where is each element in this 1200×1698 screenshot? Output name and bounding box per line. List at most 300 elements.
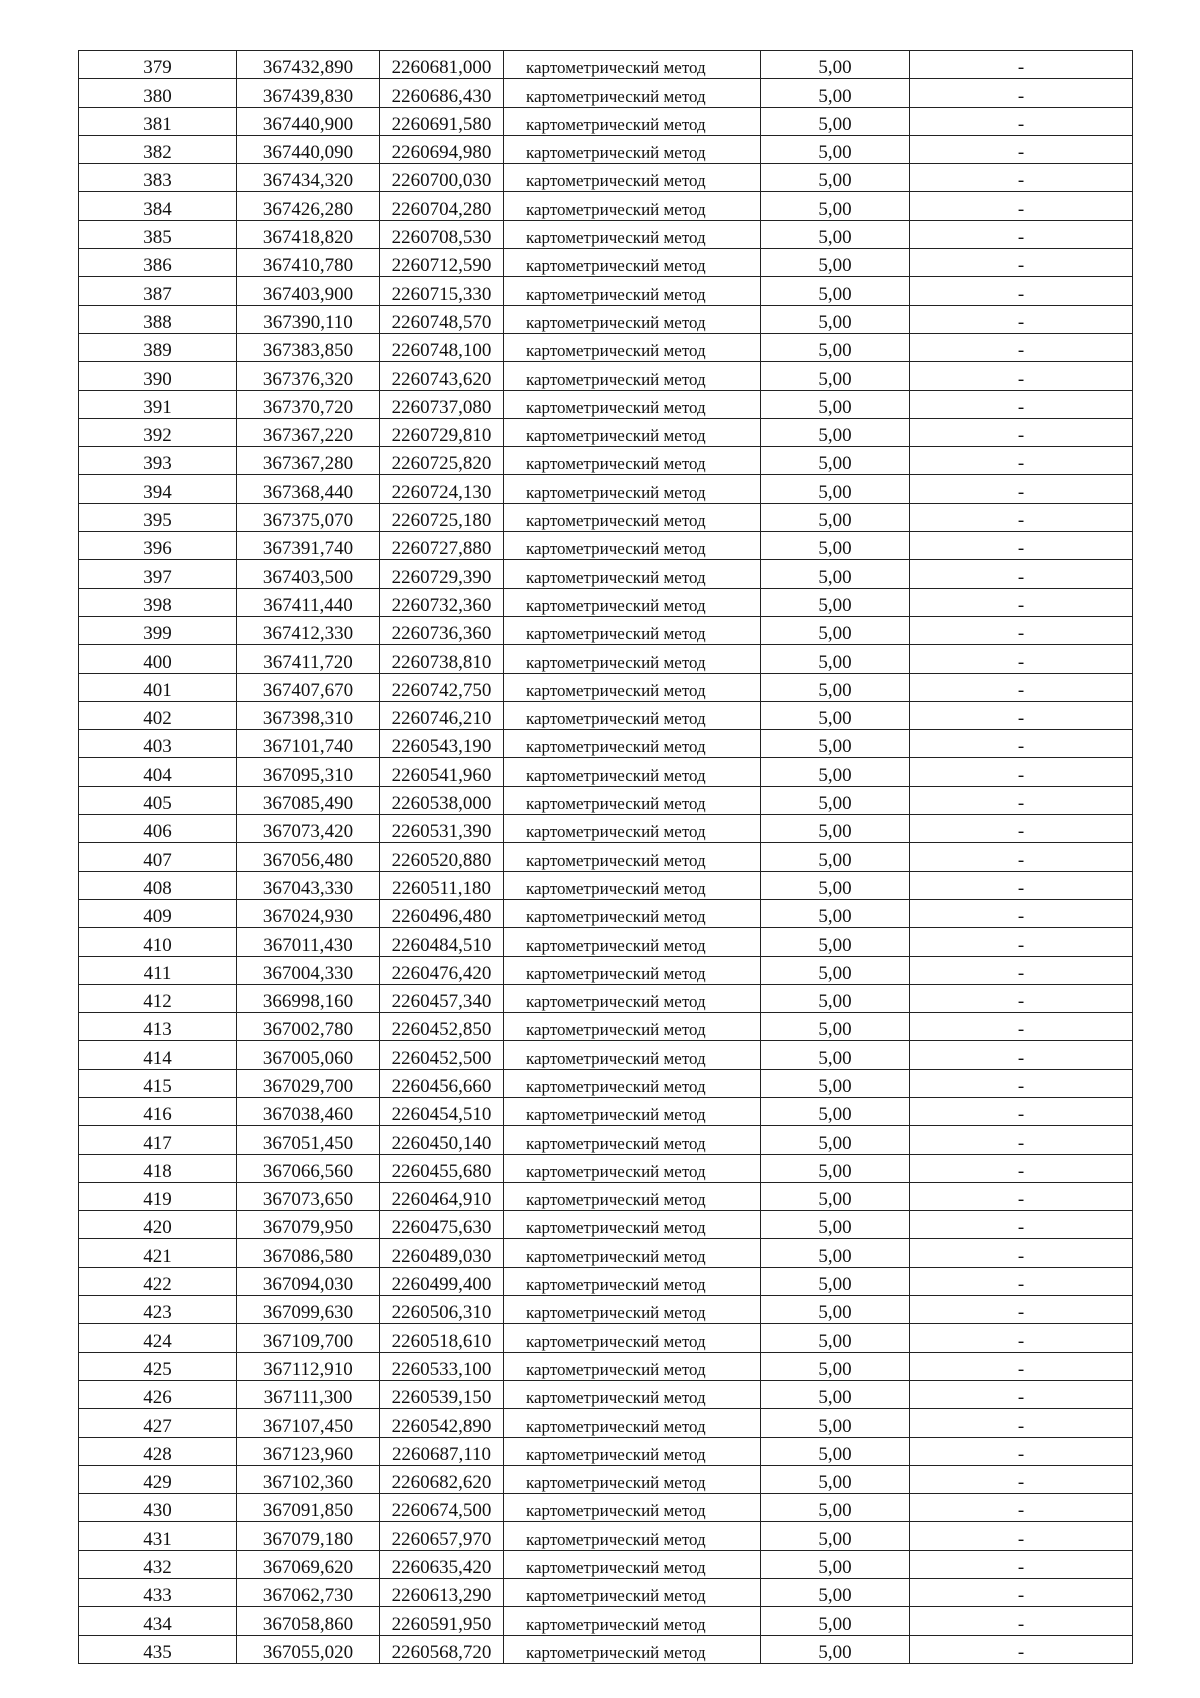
x-coordinate-cell: 367058,860 <box>237 1607 380 1635</box>
point-number-cell: 382 <box>79 135 237 163</box>
description-cell: - <box>910 786 1133 814</box>
table-row <box>79 305 1133 333</box>
table-row <box>79 107 1133 135</box>
description-cell: - <box>910 503 1133 531</box>
table-row <box>79 1465 1133 1493</box>
method-cell: картометрический метод <box>504 1550 761 1578</box>
description-cell: - <box>910 1239 1133 1267</box>
x-coordinate-cell: 367005,060 <box>237 1041 380 1069</box>
y-coordinate-cell: 2260542,890 <box>380 1409 504 1437</box>
x-coordinate-cell: 367107,450 <box>237 1409 380 1437</box>
y-coordinate-cell: 2260533,100 <box>380 1352 504 1380</box>
point-number-cell: 430 <box>79 1494 237 1522</box>
table-row <box>79 645 1133 673</box>
y-coordinate-cell: 2260704,280 <box>380 192 504 220</box>
y-coordinate-cell: 2260464,910 <box>380 1182 504 1210</box>
x-coordinate-cell: 367043,330 <box>237 871 380 899</box>
precision-cell: 5,00 <box>761 588 910 616</box>
precision-cell: 5,00 <box>761 1465 910 1493</box>
x-coordinate-cell: 367029,700 <box>237 1069 380 1097</box>
x-coordinate-cell: 367004,330 <box>237 956 380 984</box>
table-row <box>79 1409 1133 1437</box>
x-coordinate-cell: 367412,330 <box>237 616 380 644</box>
description-cell: - <box>910 1324 1133 1352</box>
x-coordinate-cell: 367368,440 <box>237 475 380 503</box>
x-coordinate-cell: 367112,910 <box>237 1352 380 1380</box>
x-coordinate-cell: 367403,500 <box>237 560 380 588</box>
y-coordinate-cell: 2260543,190 <box>380 730 504 758</box>
x-coordinate-cell: 367407,670 <box>237 673 380 701</box>
description-cell: - <box>910 305 1133 333</box>
table-row <box>79 815 1133 843</box>
method-cell: картометрический метод <box>504 192 761 220</box>
y-coordinate-cell: 2260682,620 <box>380 1465 504 1493</box>
y-coordinate-cell: 2260732,360 <box>380 588 504 616</box>
x-coordinate-cell: 367440,900 <box>237 107 380 135</box>
table-row <box>79 164 1133 192</box>
precision-cell: 5,00 <box>761 843 910 871</box>
y-coordinate-cell: 2260691,580 <box>380 107 504 135</box>
description-cell: - <box>910 135 1133 163</box>
precision-cell: 5,00 <box>761 928 910 956</box>
method-cell: картометрический метод <box>504 1069 761 1097</box>
precision-cell: 5,00 <box>761 135 910 163</box>
precision-cell: 5,00 <box>761 1579 910 1607</box>
description-cell: - <box>910 730 1133 758</box>
y-coordinate-cell: 2260591,950 <box>380 1607 504 1635</box>
y-coordinate-cell: 2260476,420 <box>380 956 504 984</box>
y-coordinate-cell: 2260681,000 <box>380 51 504 79</box>
x-coordinate-cell: 367403,900 <box>237 277 380 305</box>
description-cell: - <box>910 673 1133 701</box>
x-coordinate-cell: 367069,620 <box>237 1550 380 1578</box>
description-cell: - <box>910 390 1133 418</box>
table-row <box>79 1635 1133 1663</box>
coordinates-table <box>78 50 1133 1664</box>
y-coordinate-cell: 2260518,610 <box>380 1324 504 1352</box>
method-cell: картометрический метод <box>504 730 761 758</box>
y-coordinate-cell: 2260694,980 <box>380 135 504 163</box>
y-coordinate-cell: 2260738,810 <box>380 645 504 673</box>
table-row <box>79 249 1133 277</box>
y-coordinate-cell: 2260715,330 <box>380 277 504 305</box>
method-cell: картометрический метод <box>504 588 761 616</box>
description-cell: - <box>910 1409 1133 1437</box>
table-row <box>79 51 1133 79</box>
precision-cell: 5,00 <box>761 1324 910 1352</box>
table-row <box>79 1494 1133 1522</box>
description-cell: - <box>910 1465 1133 1493</box>
y-coordinate-cell: 2260541,960 <box>380 758 504 786</box>
description-cell: - <box>910 1550 1133 1578</box>
x-coordinate-cell: 367085,490 <box>237 786 380 814</box>
point-number-cell: 410 <box>79 928 237 956</box>
precision-cell: 5,00 <box>761 645 910 673</box>
y-coordinate-cell: 2260452,850 <box>380 1013 504 1041</box>
precision-cell: 5,00 <box>761 956 910 984</box>
y-coordinate-cell: 2260746,210 <box>380 701 504 729</box>
precision-cell: 5,00 <box>761 1607 910 1635</box>
document-page <box>78 50 1132 1664</box>
precision-cell: 5,00 <box>761 786 910 814</box>
y-coordinate-cell: 2260729,390 <box>380 560 504 588</box>
precision-cell: 5,00 <box>761 333 910 361</box>
precision-cell: 5,00 <box>761 1494 910 1522</box>
table-row <box>79 1296 1133 1324</box>
table-row <box>79 1239 1133 1267</box>
precision-cell: 5,00 <box>761 560 910 588</box>
description-cell: - <box>910 1267 1133 1295</box>
point-number-cell: 435 <box>79 1635 237 1663</box>
method-cell: картометрический метод <box>504 51 761 79</box>
method-cell: картометрический метод <box>504 1635 761 1663</box>
x-coordinate-cell: 367411,440 <box>237 588 380 616</box>
table-row <box>79 390 1133 418</box>
y-coordinate-cell: 2260455,680 <box>380 1154 504 1182</box>
table-row <box>79 135 1133 163</box>
y-coordinate-cell: 2260489,030 <box>380 1239 504 1267</box>
point-number-cell: 403 <box>79 730 237 758</box>
precision-cell: 5,00 <box>761 192 910 220</box>
x-coordinate-cell: 367376,320 <box>237 362 380 390</box>
x-coordinate-cell: 366998,160 <box>237 984 380 1012</box>
y-coordinate-cell: 2260748,100 <box>380 333 504 361</box>
y-coordinate-cell: 2260736,360 <box>380 616 504 644</box>
point-number-cell: 428 <box>79 1437 237 1465</box>
table-row <box>79 843 1133 871</box>
description-cell: - <box>910 532 1133 560</box>
method-cell: картометрический метод <box>504 984 761 1012</box>
point-number-cell: 390 <box>79 362 237 390</box>
y-coordinate-cell: 2260538,000 <box>380 786 504 814</box>
point-number-cell: 383 <box>79 164 237 192</box>
y-coordinate-cell: 2260743,620 <box>380 362 504 390</box>
table-row <box>79 1126 1133 1154</box>
x-coordinate-cell: 367411,720 <box>237 645 380 673</box>
description-cell: - <box>910 107 1133 135</box>
method-cell: картометрический метод <box>504 786 761 814</box>
x-coordinate-cell: 367370,720 <box>237 390 380 418</box>
table-row <box>79 192 1133 220</box>
description-cell: - <box>910 1013 1133 1041</box>
point-number-cell: 406 <box>79 815 237 843</box>
precision-cell: 5,00 <box>761 1409 910 1437</box>
description-cell: - <box>910 1352 1133 1380</box>
method-cell: картометрический метод <box>504 447 761 475</box>
method-cell: картометрический метод <box>504 1324 761 1352</box>
y-coordinate-cell: 2260635,420 <box>380 1550 504 1578</box>
description-cell: - <box>910 588 1133 616</box>
x-coordinate-cell: 367038,460 <box>237 1097 380 1125</box>
table-row <box>79 475 1133 503</box>
y-coordinate-cell: 2260724,130 <box>380 475 504 503</box>
description-cell: - <box>910 51 1133 79</box>
precision-cell: 5,00 <box>761 1437 910 1465</box>
precision-cell: 5,00 <box>761 79 910 107</box>
point-number-cell: 422 <box>79 1267 237 1295</box>
description-cell: - <box>910 418 1133 446</box>
y-coordinate-cell: 2260725,820 <box>380 447 504 475</box>
point-number-cell: 411 <box>79 956 237 984</box>
point-number-cell: 405 <box>79 786 237 814</box>
y-coordinate-cell: 2260475,630 <box>380 1211 504 1239</box>
x-coordinate-cell: 367390,110 <box>237 305 380 333</box>
precision-cell: 5,00 <box>761 390 910 418</box>
precision-cell: 5,00 <box>761 1069 910 1097</box>
point-number-cell: 402 <box>79 701 237 729</box>
x-coordinate-cell: 367062,730 <box>237 1579 380 1607</box>
x-coordinate-cell: 367383,850 <box>237 333 380 361</box>
method-cell: картометрический метод <box>504 532 761 560</box>
table-row <box>79 730 1133 758</box>
description-cell: - <box>910 1437 1133 1465</box>
point-number-cell: 414 <box>79 1041 237 1069</box>
table-row <box>79 1154 1133 1182</box>
method-cell: картометрический метод <box>504 956 761 984</box>
point-number-cell: 429 <box>79 1465 237 1493</box>
description-cell: - <box>910 1494 1133 1522</box>
point-number-cell: 413 <box>79 1013 237 1041</box>
description-cell: - <box>910 1635 1133 1663</box>
table-row <box>79 333 1133 361</box>
y-coordinate-cell: 2260727,880 <box>380 532 504 560</box>
method-cell: картометрический метод <box>504 418 761 446</box>
method-cell: картометрический метод <box>504 333 761 361</box>
table-row <box>79 503 1133 531</box>
y-coordinate-cell: 2260687,110 <box>380 1437 504 1465</box>
precision-cell: 5,00 <box>761 503 910 531</box>
x-coordinate-cell: 367011,430 <box>237 928 380 956</box>
precision-cell: 5,00 <box>761 984 910 1012</box>
description-cell: - <box>910 1296 1133 1324</box>
table-row <box>79 1069 1133 1097</box>
x-coordinate-cell: 367109,700 <box>237 1324 380 1352</box>
point-number-cell: 384 <box>79 192 237 220</box>
description-cell: - <box>910 277 1133 305</box>
table-row <box>79 1607 1133 1635</box>
description-cell: - <box>910 1154 1133 1182</box>
description-cell: - <box>910 220 1133 248</box>
x-coordinate-cell: 367091,850 <box>237 1494 380 1522</box>
x-coordinate-cell: 367111,300 <box>237 1380 380 1408</box>
precision-cell: 5,00 <box>761 1380 910 1408</box>
y-coordinate-cell: 2260457,340 <box>380 984 504 1012</box>
x-coordinate-cell: 367079,180 <box>237 1522 380 1550</box>
description-cell: - <box>910 79 1133 107</box>
precision-cell: 5,00 <box>761 51 910 79</box>
method-cell: картометрический метод <box>504 560 761 588</box>
method-cell: картометрический метод <box>504 1126 761 1154</box>
y-coordinate-cell: 2260568,720 <box>380 1635 504 1663</box>
precision-cell: 5,00 <box>761 164 910 192</box>
table-row <box>79 1380 1133 1408</box>
description-cell: - <box>910 164 1133 192</box>
point-number-cell: 388 <box>79 305 237 333</box>
precision-cell: 5,00 <box>761 1041 910 1069</box>
method-cell: картометрический метод <box>504 1239 761 1267</box>
point-number-cell: 412 <box>79 984 237 1012</box>
precision-cell: 5,00 <box>761 730 910 758</box>
y-coordinate-cell: 2260511,180 <box>380 871 504 899</box>
table-row <box>79 786 1133 814</box>
description-cell: - <box>910 475 1133 503</box>
precision-cell: 5,00 <box>761 277 910 305</box>
precision-cell: 5,00 <box>761 1352 910 1380</box>
y-coordinate-cell: 2260742,750 <box>380 673 504 701</box>
description-cell: - <box>910 192 1133 220</box>
table-row <box>79 899 1133 927</box>
precision-cell: 5,00 <box>761 1211 910 1239</box>
method-cell: картометрический метод <box>504 1409 761 1437</box>
x-coordinate-cell: 367094,030 <box>237 1267 380 1295</box>
method-cell: картометрический метод <box>504 758 761 786</box>
description-cell: - <box>910 928 1133 956</box>
x-coordinate-cell: 367123,960 <box>237 1437 380 1465</box>
method-cell: картометрический метод <box>504 1296 761 1324</box>
precision-cell: 5,00 <box>761 616 910 644</box>
description-cell: - <box>910 1607 1133 1635</box>
point-number-cell: 433 <box>79 1579 237 1607</box>
table-row <box>79 1352 1133 1380</box>
description-cell: - <box>910 362 1133 390</box>
precision-cell: 5,00 <box>761 1126 910 1154</box>
precision-cell: 5,00 <box>761 362 910 390</box>
y-coordinate-cell: 2260456,660 <box>380 1069 504 1097</box>
precision-cell: 5,00 <box>761 249 910 277</box>
method-cell: картометрический метод <box>504 164 761 192</box>
method-cell: картометрический метод <box>504 871 761 899</box>
description-cell: - <box>910 843 1133 871</box>
y-coordinate-cell: 2260729,810 <box>380 418 504 446</box>
description-cell: - <box>910 645 1133 673</box>
x-coordinate-cell: 367367,280 <box>237 447 380 475</box>
point-number-cell: 393 <box>79 447 237 475</box>
description-cell: - <box>910 333 1133 361</box>
x-coordinate-cell: 367079,950 <box>237 1211 380 1239</box>
point-number-cell: 408 <box>79 871 237 899</box>
method-cell: картометрический метод <box>504 249 761 277</box>
point-number-cell: 424 <box>79 1324 237 1352</box>
precision-cell: 5,00 <box>761 758 910 786</box>
table-row <box>79 1041 1133 1069</box>
method-cell: картометрический метод <box>504 305 761 333</box>
description-cell: - <box>910 956 1133 984</box>
description-cell: - <box>910 758 1133 786</box>
x-coordinate-cell: 367051,450 <box>237 1126 380 1154</box>
method-cell: картометрический метод <box>504 1182 761 1210</box>
table-row <box>79 277 1133 305</box>
table-row <box>79 1267 1133 1295</box>
y-coordinate-cell: 2260748,570 <box>380 305 504 333</box>
method-cell: картометрический метод <box>504 645 761 673</box>
table-row <box>79 418 1133 446</box>
method-cell: картометрический метод <box>504 79 761 107</box>
precision-cell: 5,00 <box>761 1296 910 1324</box>
precision-cell: 5,00 <box>761 107 910 135</box>
y-coordinate-cell: 2260531,390 <box>380 815 504 843</box>
x-coordinate-cell: 367440,090 <box>237 135 380 163</box>
point-number-cell: 415 <box>79 1069 237 1097</box>
table-row <box>79 79 1133 107</box>
table-row <box>79 560 1133 588</box>
x-coordinate-cell: 367434,320 <box>237 164 380 192</box>
table-row <box>79 928 1133 956</box>
point-number-cell: 423 <box>79 1296 237 1324</box>
point-number-cell: 396 <box>79 532 237 560</box>
point-number-cell: 394 <box>79 475 237 503</box>
y-coordinate-cell: 2260484,510 <box>380 928 504 956</box>
point-number-cell: 400 <box>79 645 237 673</box>
x-coordinate-cell: 367086,580 <box>237 1239 380 1267</box>
description-cell: - <box>910 560 1133 588</box>
description-cell: - <box>910 871 1133 899</box>
point-number-cell: 420 <box>79 1211 237 1239</box>
point-number-cell: 417 <box>79 1126 237 1154</box>
y-coordinate-cell: 2260725,180 <box>380 503 504 531</box>
y-coordinate-cell: 2260539,150 <box>380 1380 504 1408</box>
table-row <box>79 1522 1133 1550</box>
x-coordinate-cell: 367002,780 <box>237 1013 380 1041</box>
y-coordinate-cell: 2260454,510 <box>380 1097 504 1125</box>
method-cell: картометрический метод <box>504 1211 761 1239</box>
description-cell: - <box>910 1211 1133 1239</box>
x-coordinate-cell: 367418,820 <box>237 220 380 248</box>
x-coordinate-cell: 367410,780 <box>237 249 380 277</box>
method-cell: картометрический метод <box>504 1579 761 1607</box>
x-coordinate-cell: 367073,420 <box>237 815 380 843</box>
y-coordinate-cell: 2260496,480 <box>380 899 504 927</box>
point-number-cell: 379 <box>79 51 237 79</box>
y-coordinate-cell: 2260499,400 <box>380 1267 504 1295</box>
x-coordinate-cell: 367073,650 <box>237 1182 380 1210</box>
precision-cell: 5,00 <box>761 899 910 927</box>
method-cell: картометрический метод <box>504 928 761 956</box>
y-coordinate-cell: 2260613,290 <box>380 1579 504 1607</box>
precision-cell: 5,00 <box>761 673 910 701</box>
x-coordinate-cell: 367056,480 <box>237 843 380 871</box>
method-cell: картометрический метод <box>504 390 761 418</box>
precision-cell: 5,00 <box>761 1550 910 1578</box>
point-number-cell: 391 <box>79 390 237 418</box>
y-coordinate-cell: 2260506,310 <box>380 1296 504 1324</box>
precision-cell: 5,00 <box>761 475 910 503</box>
method-cell: картометрический метод <box>504 475 761 503</box>
point-number-cell: 416 <box>79 1097 237 1125</box>
point-number-cell: 427 <box>79 1409 237 1437</box>
table-row <box>79 1097 1133 1125</box>
method-cell: картометрический метод <box>504 135 761 163</box>
x-coordinate-cell: 367095,310 <box>237 758 380 786</box>
point-number-cell: 407 <box>79 843 237 871</box>
description-cell: - <box>910 1579 1133 1607</box>
description-cell: - <box>910 984 1133 1012</box>
description-cell: - <box>910 1069 1133 1097</box>
table-row <box>79 984 1133 1012</box>
y-coordinate-cell: 2260520,880 <box>380 843 504 871</box>
x-coordinate-cell: 367024,930 <box>237 899 380 927</box>
description-cell: - <box>910 447 1133 475</box>
point-number-cell: 381 <box>79 107 237 135</box>
table-row <box>79 701 1133 729</box>
x-coordinate-cell: 367099,630 <box>237 1296 380 1324</box>
method-cell: картометрический метод <box>504 899 761 927</box>
precision-cell: 5,00 <box>761 701 910 729</box>
precision-cell: 5,00 <box>761 1154 910 1182</box>
x-coordinate-cell: 367398,310 <box>237 701 380 729</box>
x-coordinate-cell: 367055,020 <box>237 1635 380 1663</box>
x-coordinate-cell: 367375,070 <box>237 503 380 531</box>
method-cell: картометрический метод <box>504 1522 761 1550</box>
